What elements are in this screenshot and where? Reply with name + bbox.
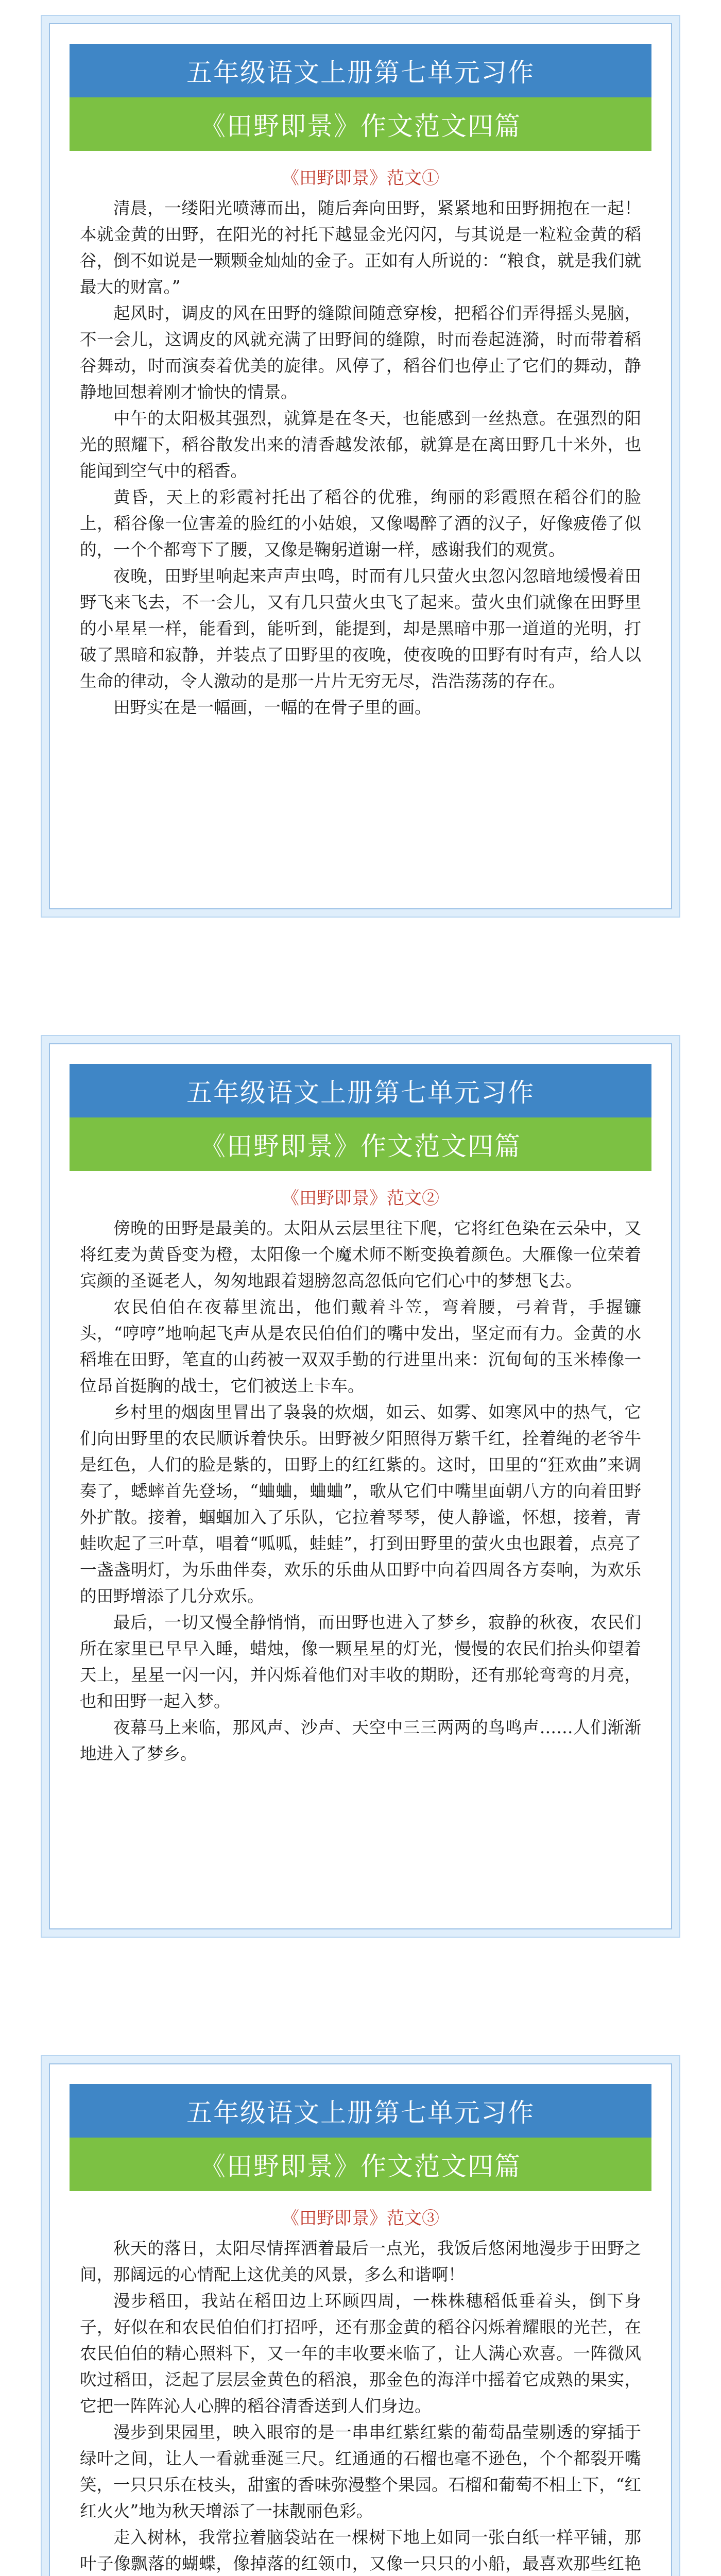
page-3 [49,2063,672,2576]
section-label: 《田野即景》范文③ [282,2208,439,2229]
page-2 [49,1043,672,1929]
essay-content [80,2204,641,2576]
paragraph: 农民伯伯在夜幕里流出，他们戴着斗笠，弯着腰，弓着背，手握镰头，“哼哼”地响起飞声从是农民伯伯们的嘴中发出，坚定而有力。金黄的水稻堆在田野，笔直的山药被一双双手勤的行进里出来：沉甸甸的玉米棒像一位昂首挺胸的战士，它们被送上卡车。 [80,1297,641,1396]
section-label: 《田野即景》范文① [282,168,439,189]
paragraph: 乡村里的烟囱里冒出了袅袅的炊烟，如云、如雾、如寒风中的热气，它们向田野里的农民顺诉着快乐。田野被夕阳照得万紫千红，拴着绳的老爷牛是红色，人们的脸是紫的，田野上的红红紫的。这时，田里的“狂欢曲”来调奏了，蟋蟀首先登场，“蛐蛐，蛐蛐”，歌从它们中嘴里面朝八方的向着田野外扩散。接着，蝈蝈加入了乐队，它拉着琴琴，使人静谧，怀想，接着，青蛙吹起了三叶草，唱着“呱呱，蛙蛙”，打到田野里的萤火虫也跟着，点亮了一盏盏明灯，为乐曲伴奏，欢乐的乐曲从田野中向着四周各方奏响，为欢乐的田野增添了几分欢乐。 [80,1402,641,1606]
banner-subtitle: 《田野即景》作文范文四篇 [70,97,651,151]
paragraph: 田野实在是一幅画，一幅的在骨子里的画。 [113,698,432,717]
banner-subtitle: 《田野即景》作文范文四篇 [70,1117,651,1171]
paragraph: 清晨，一缕阳光喷薄而出，随后奔向田野，紧紧地和田野拥抱在一起！本就金黄的田野，在阳光的衬托下越显金光闪闪，与其说是一粒粒金黄的稻谷，倒不如说是一颗颗金灿灿的金子。正如有人所说的：“粮食，就是我们就最大的财富。” [80,198,641,297]
paragraph: 秋天的落日，太阳尽情挥洒着最后一点光，我饭后悠闲地漫步于田野之间，那阔远的心情配上这优美的风景，多么和谐啊！ [80,2239,641,2284]
paragraph: 漫步稻田，我站在稻田边上环顾四周，一株株穗稻低垂着头，倒下身子，好似在和农民伯伯们打招呼，还有那金黄的稻谷闪烁着耀眼的光芒，在农民伯伯的精心照料下，又一年的丰收要来临了，让人满心欢喜。一阵微风吹过稻田，泛起了层层金黄色的稻浪，那金色的海洋中摇着它成熟的果实，它把一阵阵沁人心脾的稻谷清香送到人们身边。 [80,2291,641,2416]
banner-title: 五年级语文上册第七单元习作 [70,44,651,97]
paragraph: 傍晚的田野是最美的。太阳从云层里往下爬，它将红色染在云朵中，又将红麦为黄昏变为橙，太阳像一个魔术师不断变换着颜色。大雁像一位荣着宾颜的圣诞老人，匆匆地跟着翅膀忽高忽低向它们心中的梦想飞去。 [80,1218,641,1291]
paragraph: 起风时，调皮的风在田野的缝隙间随意穿梭，把稻谷们弄得摇头晃脑，不一会儿，这调皮的风就充满了田野间的缝隙，时而卷起涟漪，时而带着稻谷舞动，时而演奏着优美的旋律。风停了，稻谷们也停止了它们的舞动，静静地回想着刚才愉快的情景。 [80,303,641,402]
paragraph: 漫步到果园里，映入眼帘的是一串串红紫红紫的葡萄晶莹剔透的穿插于绿叶之间，让人一看就垂涎三尺。红通通的石榴也毫不逊色，个个都裂开嘴笑，一只只乐在枝头，甜蜜的香味弥漫整个果园。石榴和葡萄不相上下，“红红火火”地为秋天增添了一抹靓丽色彩。 [80,2422,641,2521]
paragraph: 夜晚，田野里响起来声声虫鸣，时而有几只萤火虫忽闪忽暗地缓慢着田野飞来飞去，不一会儿，又有几只萤火虫飞了起来。萤火虫们就像在田野里的小星星一样，能看到，能听到，能提到，却是黑暗中那一道道的光明，打破了黑暗和寂静，并装点了田野里的夜晚，使夜晚的田野有时有声，给人以生命的律动，令人激动的是那一片片无穷无尽，浩浩荡荡的存在。 [80,566,641,691]
page-1 [49,23,672,909]
paragraph: 最后，一切又慢全静悄悄，而田野也进入了梦乡，寂静的秋夜，农民们所在家里已早早入睡，蜡烛，像一颗星星的灯光，慢慢的农民们抬头仰望着天上，星星一闪一闪，并闪烁着他们对丰收的期盼，还有那轮弯弯的月亮，也和田野一起入梦。 [80,1613,641,1711]
banner-title: 五年级语文上册第七单元习作 [70,1064,651,1117]
paragraph: 夜幕马上来临，那风声、沙声、天空中三三两两的鸟鸣声……人们渐渐地进入了梦乡。 [80,1718,641,1764]
paragraph: 中午的太阳极其强烈，就算是在冬天，也能感到一丝热意。在强烈的阳光的照耀下，稻谷散发出来的清香越发浓郁，就算是在离田野几十米外，也能闻到空气中的稻香。 [80,409,641,481]
paragraph: 黄昏，天上的彩霞衬托出了稻谷的优雅，绚丽的彩霞照在稻谷们的脸上，稻谷像一位害羞的脸红的小姑娘，又像喝醉了酒的汉子，好像疲倦了似的，一个个都弯下了腰，又像是鞠躬道谢一样，感谢我们的观赏。 [80,487,641,560]
section-label: 《田野即景》范文② [282,1188,439,1209]
paragraph: 走入树林，我常拉着脑袋站在一棵树下地上如同一张白纸一样平铺，那叶子像飘落的蝴蝶，像掉落的红领巾，又像一只只的小船，最喜欢那些红艳 [80,2528,641,2573]
essay-content [80,1183,641,1913]
banner-title: 五年级语文上册第七单元习作 [70,2084,651,2138]
banner-subtitle: 《田野即景》作文范文四篇 [70,2138,651,2191]
essay-content [80,163,641,893]
